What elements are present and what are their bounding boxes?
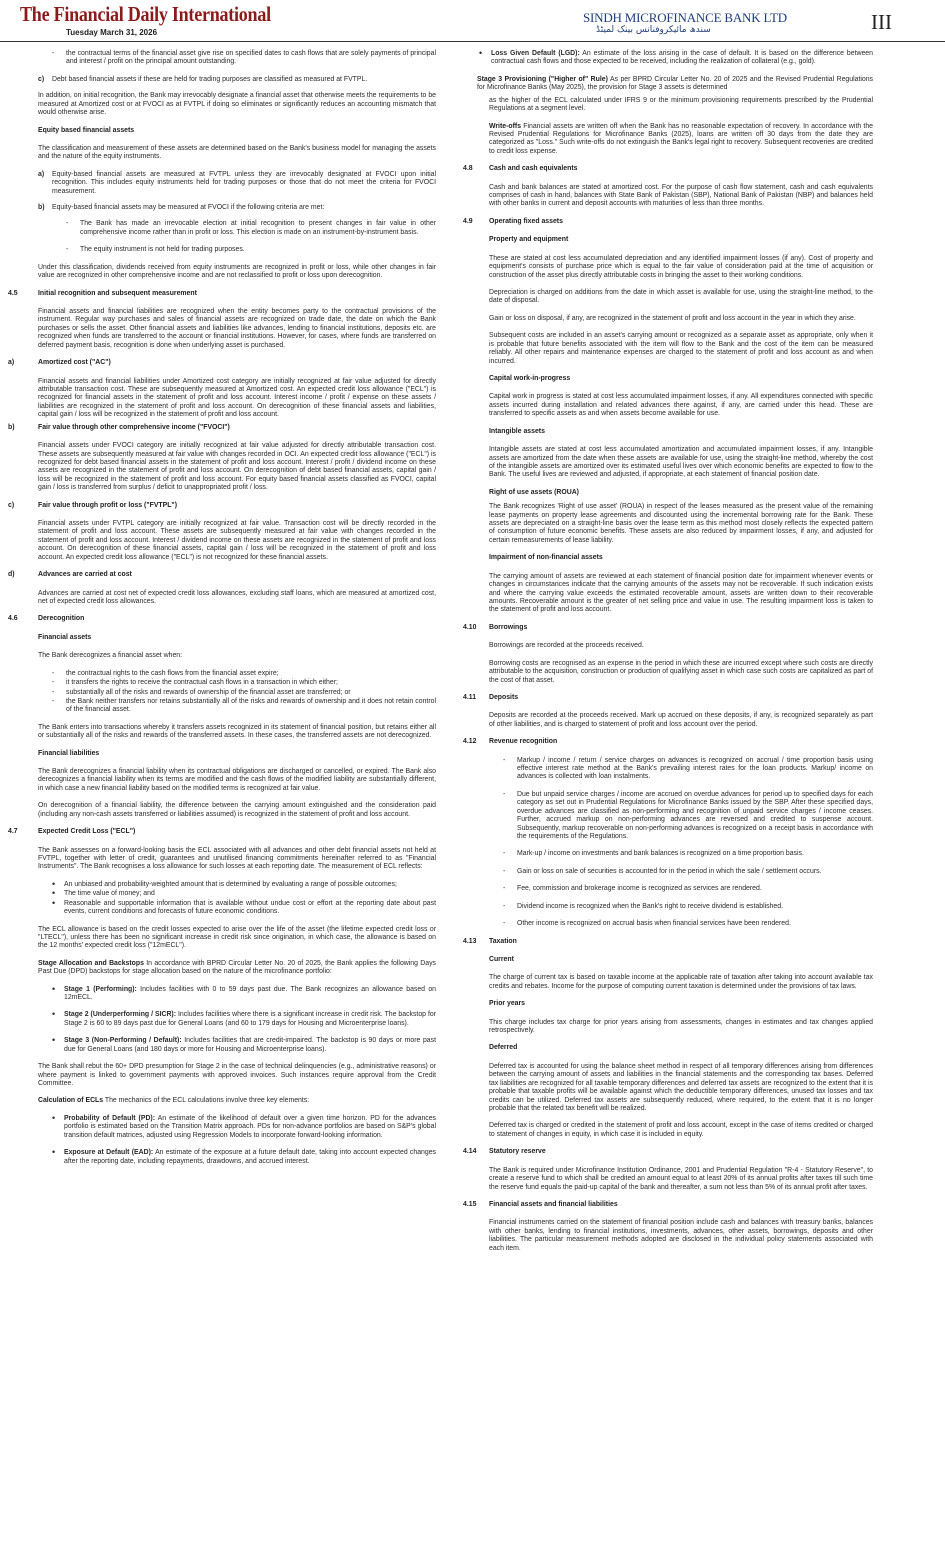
clause-a: a) Equity-based financial assets are measured at FVTPL unless they are irrevocably designated at FVOCI upon initial recognition. This includes equity instruments held for trading purposes or those that do not meet the criteria for FVOCI measurement. — [38, 170, 436, 195]
section-heading: c) Fair value through profit or loss ("FVTPL") — [8, 501, 177, 509]
paragraph: Deferred tax is accounted for using the balance sheet method in respect of all temporary differences arising from differences between the carrying amount of assets and liabilities in the financial statements and the corresponding tax bases. Deferred tax liabilities are recognized for all taxable temporary differences and deferred tax assets are recognized to the extent that it is probable that taxable profits will be available against which the deductible temporary differences, unused tax losses and tax credits can be utilized. Deferred tax assets are subsequently reduced, where required, to the extent that it is no longer probable that the related tax benefit will be realized. — [489, 1062, 873, 1113]
section-heading: a) Amortized cost ("AC") — [8, 359, 111, 367]
clause-c: c) Debt based financial assets if these are held for trading purposes are classified as measured at FVTPL. — [38, 75, 368, 83]
paragraph: In addition, on initial recognition, the Bank may irrevocably designate a financial asset that otherwise meets the requirements to be measured at Amortized cost or at FVOCI as at FVTPL if doing so eliminates or significantly reduces an accounting mismatch that would otherwise arise. — [38, 92, 436, 117]
list-item: • Reasonable and supportable information that is available without undue cost or effort at the reporting date about past events, current conditions and forecasts of future economic conditions. — [52, 897, 436, 916]
list-item: - Mark-up / income on investments and bank balances is recognized on a time proportion basis. — [503, 850, 804, 858]
section-heading: b) Fair value through other comprehensive income ("FVOCI") — [8, 423, 230, 431]
list-item: - The Bank has made an irrevocable election at initial recognition to present changes in fair value in other comprehensive income rather than in profit or loss. This election is made on an instrument-by-instrument basis. — [66, 220, 436, 236]
subheading: Equity based financial assets — [38, 126, 135, 134]
paragraph: The ECL allowance is based on the credit losses expected to arise over the life of the asset (the lifetime expected credit loss or "LTECL"), unless there has been no significant increase in credit risk since origination, in which case, the allowance is based on the 12 months' expected credit loss ("12mECL"). — [38, 925, 436, 950]
list-item: • Stage 3 (Non-Performing / Default): Includes facilities that are credit-impaired. The backstop is 90 days or more past due for General Loans (and 180 days or more for Housing and Microenterprise loans). — [52, 1035, 436, 1053]
left-column — [8, 50, 436, 1175]
section-heading: 4.14 Statutory reserve — [463, 1148, 546, 1156]
paragraph: The Bank shall rebut the 60+ DPD presumption for Stage 2 in the case of technical delinquencies (e.g., administrative reasons) or where payment is linked to government payments with approved invoices. Such instances require approval from the Credit Committee. — [38, 1063, 436, 1088]
list-item: - Markup / income / return / service charges on advances is recognized on accrual / time proportion basis using effective interest rate method at the Bank's prevailing interest rates for the loan products. Markup/ income on advances is collected with loan instalments. — [503, 756, 873, 781]
list-item: • The time value of money; and — [52, 888, 155, 899]
revenue-list — [503, 757, 873, 929]
section-heading: 4.5 Initial recognition and subsequent measurement — [8, 289, 197, 297]
list-item: - it transfers the rights to receive the contractual cash flows in a transaction in which either; — [52, 679, 338, 687]
paragraph: The charge of current tax is based on taxable income at the applicable rate of taxation after taking into account available tax credits and rebates. Income for the purpose of computing current taxation is determined under the provisions of tax laws. — [489, 974, 873, 990]
list-item: - Dividend income is recognized when the Bank's right to receive dividend is established. — [503, 902, 783, 910]
paragraph: Deposits are recorded at the proceeds received. Mark up accrued on these deposits, if any, is recognized separately as part of other liabilities, and is charged to statement of profit and loss account over the period. — [489, 712, 873, 728]
list-item: - Due but unpaid service charges / income are accrued on overdue advances for period up to specified days for each category as set out in Prudential Regulations for Microfinance Banks issued by the SBP. After these specified days, overdue advances are classified as non-performing and recognition of unpaid service charges / income ceases. Further, accrued markup on non-performing advances are reversed and credited to suspense account. Subsequently, markup recoverable on non-performing advances is recognized on a receipt basis in accordance with the requirements of the Regulations. — [503, 790, 873, 840]
paragraph: Stage 3 Provisioning ("Higher of" Rule) As per BPRD Circular Letter No. 20 of 2025 and the Revised Prudential Regulations for Microfinance Banks (May 2025), the provision for Stage 3 assets is determined — [477, 75, 873, 92]
section-heading: 4.12 Revenue recognition — [463, 738, 558, 746]
issue-date: Tuesday March 31, 2026 — [66, 28, 158, 37]
paragraph: The Bank derecognizes a financial liability when its contractual obligations are discharged or cancelled, or expired. The Bank also derecognizes a financial liability when its terms are modified and the cash flows of the modified liability are substantially different, in which case a new financial liability based on the modified terms is recognized at fair value. — [38, 768, 436, 792]
paragraph: Financial assets under FVTPL category are initially recognized at fair value. Transaction cost will be directly recorded in the statement of profit and loss account. These assets are subsequently measured at fair value with changes recorded in the statement of profit and loss account. Interest / dividend income on these assets are recognized in the statement of profit and loss account. On derecognition of these financial assets, capital gain / loss will be recognized in the statement of profit and loss account. An expected credit loss allowance ("ECL") is not recognized for these financial assets. — [38, 520, 436, 561]
section-heading: 4.15 Financial assets and financial liabilities — [463, 1200, 618, 1208]
derecognition-list — [52, 670, 436, 715]
paragraph: Financial assets and financial liabilities are recognized when the entity becomes party to the contractual provisions of the instrument. Regular way purchases and sales of financial assets are recognized on trade date, the date on which the Bank purchases or sells the asset. Other financial assets and liabilities like advances, lending to financial institutions, deposits etc. are recognized when funds are transferred to the account or financial institutions. However, for cases, where funds are transferred on deferred payment basis, recognition is done when underlying asset is purchased. — [38, 308, 436, 349]
paragraph: Gain or loss on disposal, if any, are recognized in the statement of profit and loss account in the year in which they arise. — [489, 314, 856, 322]
paragraph: The Bank assesses on a forward-looking basis the ECL associated with all advances and other debt financial assets not held at FVTPL, together with letter of credit, guarantees and unutilised financing commitments hereinafter referred to as "Financial Instruments". The Bank recognises a loss allowance for such losses at each reporting date. The measurement of ECL reflects: — [38, 846, 436, 871]
paragraph: This charge includes tax charge for prior years arising from assessments, changes in estimates and tax changes applied retrospectively. — [489, 1018, 873, 1035]
section-heading: 4.6 Derecognition — [8, 615, 85, 623]
subheading: Capital work-in-progress — [489, 374, 571, 382]
paragraph: Financial assets under FVOCI category are initially recognized at fair value adjusted for directly attributable transaction cost. These assets are subsequently measured at fair value with changes recorded in OCI. An expected credit loss allowance ("ECL") is recognized for debt based financial assets in the statement of profit and loss account. Interest / profit / dividend income on these assets are recognized in the statement of profit and loss account. On derecognition of debt based financial assets, capital gain / loss will be recognized in the statement of profit and loss account. For equity based financial assets classified as FVOCI, capital gain / loss is transferred from surplus / deficit to unappropriated profit / loss. — [38, 442, 436, 492]
subheading: Financial assets — [38, 633, 92, 641]
section-heading: 4.13 Taxation — [463, 937, 517, 945]
paragraph: Intangible assets are stated at cost less accumulated amortization and accumulated impairment losses, if any. Intangible assets are amortized from the date when these assets are available for use, using the straight-line method, whereby the cost of the intangible assets are amortized over its estimated useful lives over which economic benefits are expected to flow to the Bank. The useful lives are reviewed and adjusted, if appropriate, at each statement of financial position date. — [489, 446, 873, 479]
list-item: - the Bank neither transfers nor retains substantially all of the risks and rewards of ownership and it does not retain control of the financial asset. — [52, 697, 436, 714]
paragraph: On derecognition of a financial liability, the difference between the carrying amount extinguished and the consideration paid (including any non-cash assets transferred or liabilities assumed) is recognized in the statement of profit and loss account. — [38, 802, 436, 818]
bank-name: SINDH MICROFINANCE BANK LTD — [583, 10, 787, 25]
bank-name-urdu: سندھ مائیکروفنانس بینک لمیٹڈ — [596, 25, 711, 35]
list-continued — [52, 50, 436, 67]
paragraph: The Bank derecognizes a financial asset when: — [38, 652, 183, 660]
section-heading: 4.9 Operating fixed assets — [463, 217, 563, 225]
subheading: Prior years — [489, 1000, 526, 1008]
paragraph: Borrowing costs are recognised as an expense in the period in which these are incurred except where such costs are directly attributable to the acquisition, construction or production of qualifying asset in which case such costs are capitalized as part of the cost of that asset. — [489, 659, 873, 684]
subheading: Impairment of non-financial assets — [489, 554, 603, 562]
paragraph: These are stated at cost less accumulated depreciation and any identified impairment losses (if any). Cost of property and equipment's consists of purchase price which is equal to the fair value of consideration paid at the time of acquisition or construction of the asset plus directly attributable costs in bringing the asset to their working conditions. — [489, 254, 873, 279]
list-item: - The equity instrument is not held for trading purposes. — [66, 246, 245, 254]
subheading: Property and equipment — [489, 236, 569, 244]
paragraph: Cash and bank balances are stated at amortized cost. For the purpose of cash flow statement, cash and cash equivalents comprises of cash in hand, balances with State Bank of Pakistan (SBP), National Bank of Pakistan (NBP) and balances held with other banks in current and deposit accounts with maturities of less than three months. — [489, 183, 873, 208]
paragraph: The Bank recognizes 'Right of use asset' (ROUA) in respect of the leases measured as the present value of the remaining lease payments on property lease agreements and discounted using the incremental borrowing rate for the Bank. These assets are depreciated on a straight-line basis over the lease term as this method most closely reflects the expected pattern of consumption of future economic benefits. These assets are also reduced by impairment losses, if any, and adjusted for certain remeasurements of lease liability. — [489, 503, 873, 544]
subheading: Financial liabilities — [38, 749, 100, 757]
list-item: • Stage 1 (Performing): Includes facilities with 0 to 59 days past due. The Bank recognizes an allowance based on 12mECL. — [52, 983, 436, 1002]
paragraph: as the higher of the ECL calculated under IFRS 9 or the minimum provisioning requirements prescribed by the Prudential Regulations at a segment level. — [489, 96, 873, 113]
list-item: - Other income is recognized on accrual basis when financial services have been rendered. — [503, 920, 791, 928]
paragraph: Stage Allocation and Backstops In accordance with BPRD Circular Letter No. 20 of 2025, the Bank applies the following Days Past Due (DPD) backstops for stage allocation based on the nature of the microfinance portfolio: — [38, 959, 436, 976]
header-divider — [0, 41, 945, 42]
section-heading: 4.7 Expected Credit Loss ("ECL") — [8, 828, 136, 836]
masthead — [0, 0, 945, 44]
paragraph: Depreciation is charged on additions from the date in which asset is available for use, using the straight-line method, to the date of disposal. — [489, 289, 873, 305]
lgd-list — [479, 50, 873, 67]
section-heading: 4.11 Deposits — [463, 693, 519, 701]
paragraph: Borrowings are recorded at the proceeds received. — [489, 642, 644, 650]
subheading: Right of use assets (ROUA) — [489, 488, 579, 496]
page-number: III — [871, 10, 892, 34]
subheading: Intangible assets — [489, 427, 545, 435]
list-item: • An unbiased and probability-weighted amount that is determined by evaluating a range of possible outcomes; — [52, 878, 397, 889]
section-heading: 4.10 Borrowings — [463, 623, 528, 631]
subheading: Current — [489, 955, 514, 963]
paragraph: Under this classification, dividends received from equity instruments are recognized in profit or loss, while other changes in fair value are recognized in other comprehensive income and are not reclassified to profit or loss upon derecognition. — [38, 263, 436, 280]
paragraph: Financial assets and financial liabilities under Amortized cost category are initially recognized at fair value adjusted for directly attributable transaction cost. These are subsequently measured at Amortized cost. An expected credit loss allowance ("ECL") is recognized for financial assets in the statement of profit and loss account. Interest income / profit / expense on these assets / liabilities are recognized in the statement of profit and loss account. On derecognition of these financial assets and liabilities, capital gain / loss will be recognized in the statement of profit and loss account. — [38, 377, 436, 419]
clause-b: b) Equity-based financial assets may be measured at FVOCI if the following criteria are met: — [38, 204, 325, 212]
paragraph: Deferred tax is charged or credited in the statement of profit and loss account, except in the case of items credited or charged to statement of changes in equity, in which case it is included in equity. — [489, 1122, 873, 1138]
list-item: - Fee, commission and brokerage income is recognized as services are rendered. — [503, 885, 762, 893]
list-item: • Stage 2 (Underperforming / SICR): Includes facilities where there is a significant increase in credit risk. The backstop for Stage 2 is 60 to 89 days past due for General Loans (and 60 to 179 days for Housing and Microenterprise loans). — [52, 1009, 437, 1027]
subheading: Deferred — [489, 1044, 518, 1052]
list-item: • Loss Given Default (LGD): An estimate of the loss arising in the case of default. It is based on the difference between contractual cash flows and those expected to be received, including the realization of collateral (e.g., gold). — [479, 48, 873, 66]
criteria-list — [66, 220, 436, 254]
stage-list — [52, 983, 437, 1055]
paragraph: The carrying amount of assets are reviewed at each statement of financial position date for impairment whenever events or changes in circumstances indicate that the carrying amounts of the assets may not be recoverable. If such indication exists and where the carrying value exceeds the estimated recoverable amount, assets are written down to their recoverable amounts. Recoverable amount is the greater of net selling price and value in use. The resulting impairment loss is taken to the statement of profit and loss account. — [489, 572, 873, 614]
newspaper-title: The Financial Daily International — [20, 2, 271, 26]
section-heading: d) Advances are carried at cost — [8, 571, 132, 579]
paragraph: The Bank is required under Microfinance Institution Ordinance, 2001 and Prudential Regulation "R-4 - Statutory Reserve", to create a reserve fund to which shall be credited an amount equal to at least 20% of its annual profits after taxes till such time the reserve fund equals the paid-up capital of the bank and thereafter, a sum not less than 5% of its annual profit after taxes. — [489, 1166, 873, 1191]
paragraph: Capital work in progress is stated at cost less accumulated impairment losses, if any. All expenditures connected with specific assets incurred during installation and related advances there against, if any, are carried under this head. These are transferred to specific assets as and when assets become available for use. — [489, 393, 873, 418]
paragraph: Calculation of ECLs The mechanics of the ECL calculations involve three key elements: — [38, 1097, 310, 1105]
paragraph: The classification and measurement of these assets are determined based on the Bank's business model for managing the assets and the nature of the equity instruments. — [38, 144, 436, 161]
section-heading: 4.8 Cash and cash equivalents — [463, 165, 578, 173]
list-item: - the contractual rights to the cash flows from the financial asset expire; — [52, 669, 279, 677]
list-item: - Gain or loss on sale of securities is accounted for in the period in which the sale / settlement occurs. — [503, 867, 822, 875]
ecl-elements-list — [52, 1112, 436, 1166]
paragraph: Write-offs Financial assets are written off when the Bank has no reasonable expectation of recovery. In accordance with the Revised Prudential Regulations for Microfinance Banks (2025), loans are written off 30 days from the date they are categorized as "Loss." Such write-offs do not extinguish the Bank's legal right to recovery. Subsequent recoveries are credited to credit loss expense. — [489, 122, 873, 155]
paragraph: Advances are carried at cost net of expected credit loss allowances, excluding staff loans, which are measured at amortized cost, net of expected credit loss allowances. — [38, 589, 436, 605]
ecl-list — [52, 878, 436, 917]
list-item: - substantially all of the risks and rewards of ownership of the financial asset are transferred; or — [52, 688, 351, 696]
list-item: - the contractual terms of the financial asset give rise on specified dates to cash flows that are solely payments of principal and interest / profit on the principal amount outstanding. — [52, 50, 436, 66]
paragraph: The Bank enters into transactions whereby it transfers assets recognized in its statement of financial position, but retains either all or substantially all of the risks and rewards of the transferred assets. In these cases, the transferred assets are not derecognized. — [38, 723, 436, 740]
list-item: • Probability of Default (PD): An estimate of the likelihood of default over a given time horizon. PD for the advances portfolio is estimated based on the Transition Matrix approach. PDs for non-advance portfolios are based on S&P's global transition default matrices, adjusted using Regression Models to incorporate forward-looking information. — [52, 1112, 436, 1139]
right-column — [463, 50, 873, 1262]
list-item: • Exposure at Default (EAD): An estimate of the exposure at a future default date, taking into account expected changes after the reporting date, including repayments, drawdowns, and accrued interest. — [52, 1147, 436, 1165]
paragraph: Financial instruments carried on the statement of financial position include cash and balances with treasury banks, balances with other banks, lending to financial institutions, investments, advances, other assets, borrowings, deposits and other liabilities. The particular measurement methods adopted are disclosed in the individual policy statements associated with each item. — [489, 1219, 873, 1252]
paragraph: Subsequent costs are included in an asset's carrying amount or recognized as a separate asset as appropriate, only when it is probable that future benefits associated with the item will flow to the Bank and the cost of the item can be measured reliably. All other repairs and maintenance expenses are charged to the statement of profit and loss account as and when incurred. — [489, 332, 873, 365]
